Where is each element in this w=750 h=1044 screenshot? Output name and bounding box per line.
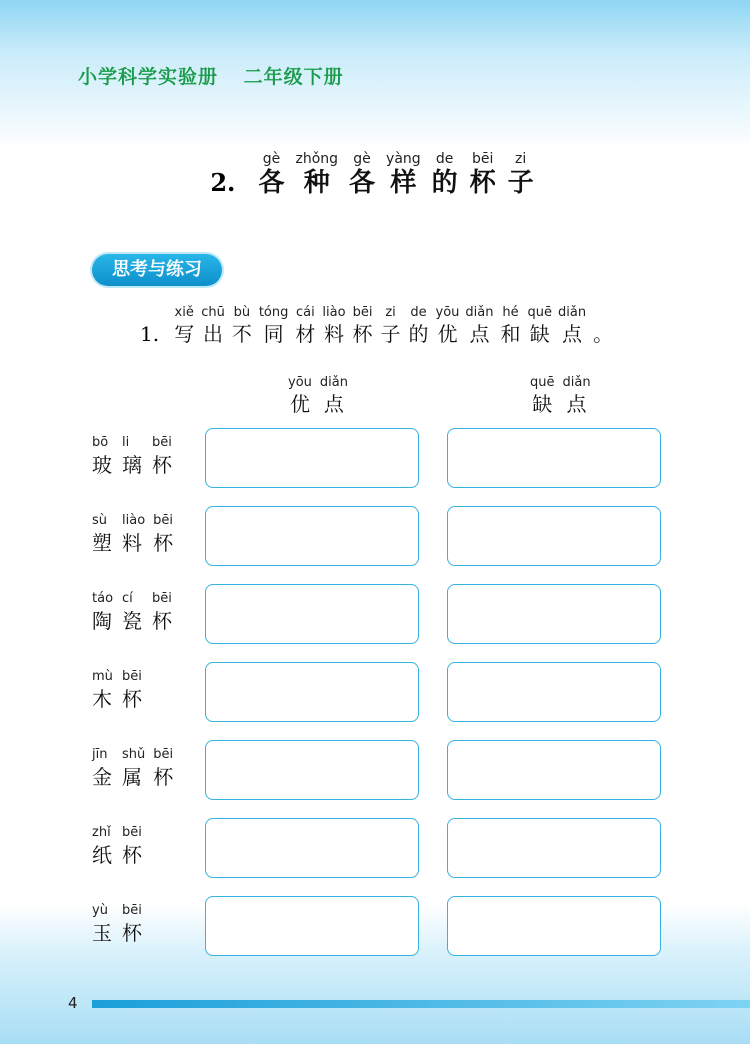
hanzi: 木 [92, 687, 112, 711]
cup-material-label [92, 902, 152, 946]
hanzi: 陶 [92, 609, 112, 633]
hanzi: 料 [323, 322, 344, 346]
pinyin: bēi [471, 151, 494, 167]
pinyin: bēi [152, 591, 172, 606]
book-title: 小学科学实验册 [78, 66, 219, 88]
question-char [408, 304, 430, 347]
hanzi: 优 [289, 392, 310, 416]
row-label-char [122, 824, 144, 868]
pinyin: bō [92, 435, 109, 450]
pinyin: li [122, 435, 130, 450]
pinyin: diǎn [562, 375, 591, 390]
hanzi: 各 [349, 168, 376, 198]
pinyin: bēi [122, 903, 142, 918]
question-1 [140, 304, 617, 347]
hanzi: 的 [431, 168, 458, 198]
disadvantages-answer-box[interactable] [447, 818, 661, 878]
pinyin: bēi [122, 825, 142, 840]
pinyin: yàng [386, 151, 421, 167]
pinyin: bù [233, 305, 251, 320]
row-label-char [92, 590, 114, 634]
row-label-char [92, 824, 114, 868]
hanzi: 子 [380, 322, 401, 346]
hanzi: 杯 [153, 765, 174, 789]
lesson-number: 2. [210, 168, 236, 197]
advantages-answer-box[interactable] [205, 818, 419, 878]
question-number: 1. [140, 322, 160, 346]
hanzi: 各 [258, 168, 285, 198]
question-char [294, 304, 316, 347]
question-char [465, 304, 493, 347]
hanzi: 塑 [92, 531, 112, 555]
pinyin: mù [92, 669, 113, 684]
row-label-char [92, 512, 114, 556]
hanzi: 点 [566, 392, 587, 416]
hanzi: 杯 [153, 531, 174, 555]
cup-material-label [92, 434, 182, 478]
title-char [386, 150, 421, 198]
pinyin: xiě [174, 305, 194, 320]
row-label-char [152, 590, 174, 634]
pinyin: jīn [92, 747, 108, 762]
title-char [257, 150, 285, 198]
row-label-char [92, 746, 114, 790]
hanzi: 优 [437, 322, 458, 346]
hanzi: 杯 [122, 843, 142, 867]
disadvantages-answer-box[interactable] [447, 428, 661, 488]
hanzi: 样 [390, 168, 417, 198]
pinyin: liào [322, 305, 346, 320]
question-char [231, 304, 253, 347]
hanzi: 的 [408, 322, 429, 346]
pinyin: zhǐ [92, 825, 111, 840]
hanzi: 缺 [532, 392, 553, 416]
row-label-char [92, 668, 114, 712]
pinyin: quē [527, 305, 552, 320]
pinyin: cái [296, 305, 315, 320]
disadvantages-answer-box[interactable] [447, 662, 661, 722]
row-label-char [122, 668, 144, 712]
pinyin: tóng [258, 305, 289, 320]
cup-material-label [92, 746, 183, 790]
question-char [201, 304, 225, 347]
pinyin: táo [92, 591, 114, 606]
advantages-answer-box[interactable] [205, 428, 419, 488]
question-char [173, 304, 195, 347]
row-label-char [122, 902, 144, 946]
hanzi: 料 [122, 531, 142, 555]
pinyin: zhǒng [295, 151, 339, 167]
hanzi: 纸 [92, 843, 112, 867]
pinyin: de [435, 151, 454, 167]
hanzi: 子 [507, 168, 534, 198]
pinyin: zi [515, 151, 527, 167]
section-badge: 思考与练习 [92, 254, 222, 286]
hanzi: 璃 [122, 453, 142, 477]
pinyin: sù [92, 513, 108, 528]
page-number: 4 [68, 994, 78, 1012]
cup-material-label [92, 824, 152, 868]
row-label-char [153, 512, 175, 556]
row-label-char [152, 434, 174, 478]
advantages-answer-box[interactable] [205, 740, 419, 800]
question-char [352, 304, 374, 347]
pinyin [592, 304, 614, 321]
hanzi: 杯 [122, 921, 142, 945]
cup-material-label [92, 590, 182, 634]
row-label-char [122, 590, 144, 634]
column-header-char [563, 374, 591, 417]
pinyin: diǎn [465, 305, 494, 320]
disadvantages-answer-box[interactable] [447, 896, 661, 956]
pinyin: bēi [122, 669, 142, 684]
pinyin: cí [122, 591, 133, 606]
pinyin: yōu [288, 375, 312, 390]
grade-label: 二年级下册 [243, 66, 344, 88]
hanzi: 杯 [122, 687, 142, 711]
column-header-disadvantages [526, 374, 595, 417]
pinyin: shǔ [122, 747, 146, 762]
hanzi: 出 [203, 322, 223, 346]
pinyin: bēi [153, 747, 174, 762]
hanzi: 杯 [352, 322, 373, 346]
pinyin: bēi [153, 513, 174, 528]
pinyin: bēi [352, 305, 373, 320]
hanzi: 点 [469, 322, 490, 346]
hanzi: 缺 [529, 322, 550, 346]
hanzi: 属 [122, 765, 142, 789]
advantages-answer-box[interactable] [205, 506, 419, 566]
hanzi: 和 [500, 322, 521, 346]
cup-material-label [92, 512, 183, 556]
disadvantages-answer-box[interactable] [447, 506, 661, 566]
title-char [431, 150, 459, 198]
row-label-char [122, 746, 145, 790]
column-header-char [530, 374, 555, 417]
row-label-char [92, 902, 114, 946]
pinyin: diǎn [558, 305, 587, 320]
hanzi: 杯 [469, 168, 496, 198]
title-char [507, 150, 535, 198]
row-label-char [92, 434, 114, 478]
pinyin: bēi [152, 435, 172, 450]
running-header [78, 62, 344, 89]
column-header-char [320, 374, 348, 417]
hanzi: 杯 [152, 453, 172, 477]
column-header-advantages [284, 374, 352, 417]
advantages-answer-box[interactable] [205, 662, 419, 722]
footer-bar [92, 1000, 750, 1008]
question-char [528, 304, 553, 347]
pinyin: hé [502, 305, 519, 320]
question-char [592, 304, 614, 347]
row-label-char [122, 434, 144, 478]
pinyin: yōu [435, 305, 460, 320]
pinyin: diǎn [319, 375, 348, 390]
pinyin: gè [262, 151, 281, 167]
hanzi: 不 [231, 322, 252, 346]
question-char [500, 304, 522, 347]
pinyin: quē [530, 375, 555, 390]
lesson-title [0, 150, 750, 198]
question-char [322, 304, 345, 347]
column-header-char [288, 374, 312, 417]
cup-material-label [92, 668, 152, 712]
title-char [295, 150, 338, 198]
question-char [259, 304, 289, 347]
pinyin: zi [385, 305, 396, 320]
hanzi: 。 [593, 322, 614, 346]
hanzi: 种 [303, 168, 330, 198]
hanzi: 写 [174, 322, 195, 346]
hanzi: 点 [323, 392, 344, 416]
title-char [348, 150, 376, 198]
hanzi: 同 [263, 322, 284, 346]
pinyin: de [410, 305, 427, 320]
pinyin: gè [353, 151, 371, 167]
question-char [558, 304, 586, 347]
hanzi: 瓷 [122, 609, 142, 633]
hanzi: 材 [295, 322, 316, 346]
question-char [436, 304, 460, 347]
row-label-char [153, 746, 175, 790]
advantages-answer-box[interactable] [205, 896, 419, 956]
hanzi: 杯 [152, 609, 172, 633]
hanzi: 玉 [92, 921, 112, 945]
hanzi: 点 [562, 322, 583, 346]
pinyin: yù [92, 903, 108, 918]
pinyin: liào [122, 513, 146, 528]
disadvantages-answer-box[interactable] [447, 584, 661, 644]
row-label-char [122, 512, 145, 556]
title-char [469, 150, 497, 198]
hanzi: 玻 [92, 453, 112, 477]
disadvantages-answer-box[interactable] [447, 740, 661, 800]
hanzi: 金 [92, 765, 112, 789]
pinyin: chū [201, 305, 225, 320]
question-char [380, 304, 402, 347]
advantages-answer-box[interactable] [205, 584, 419, 644]
